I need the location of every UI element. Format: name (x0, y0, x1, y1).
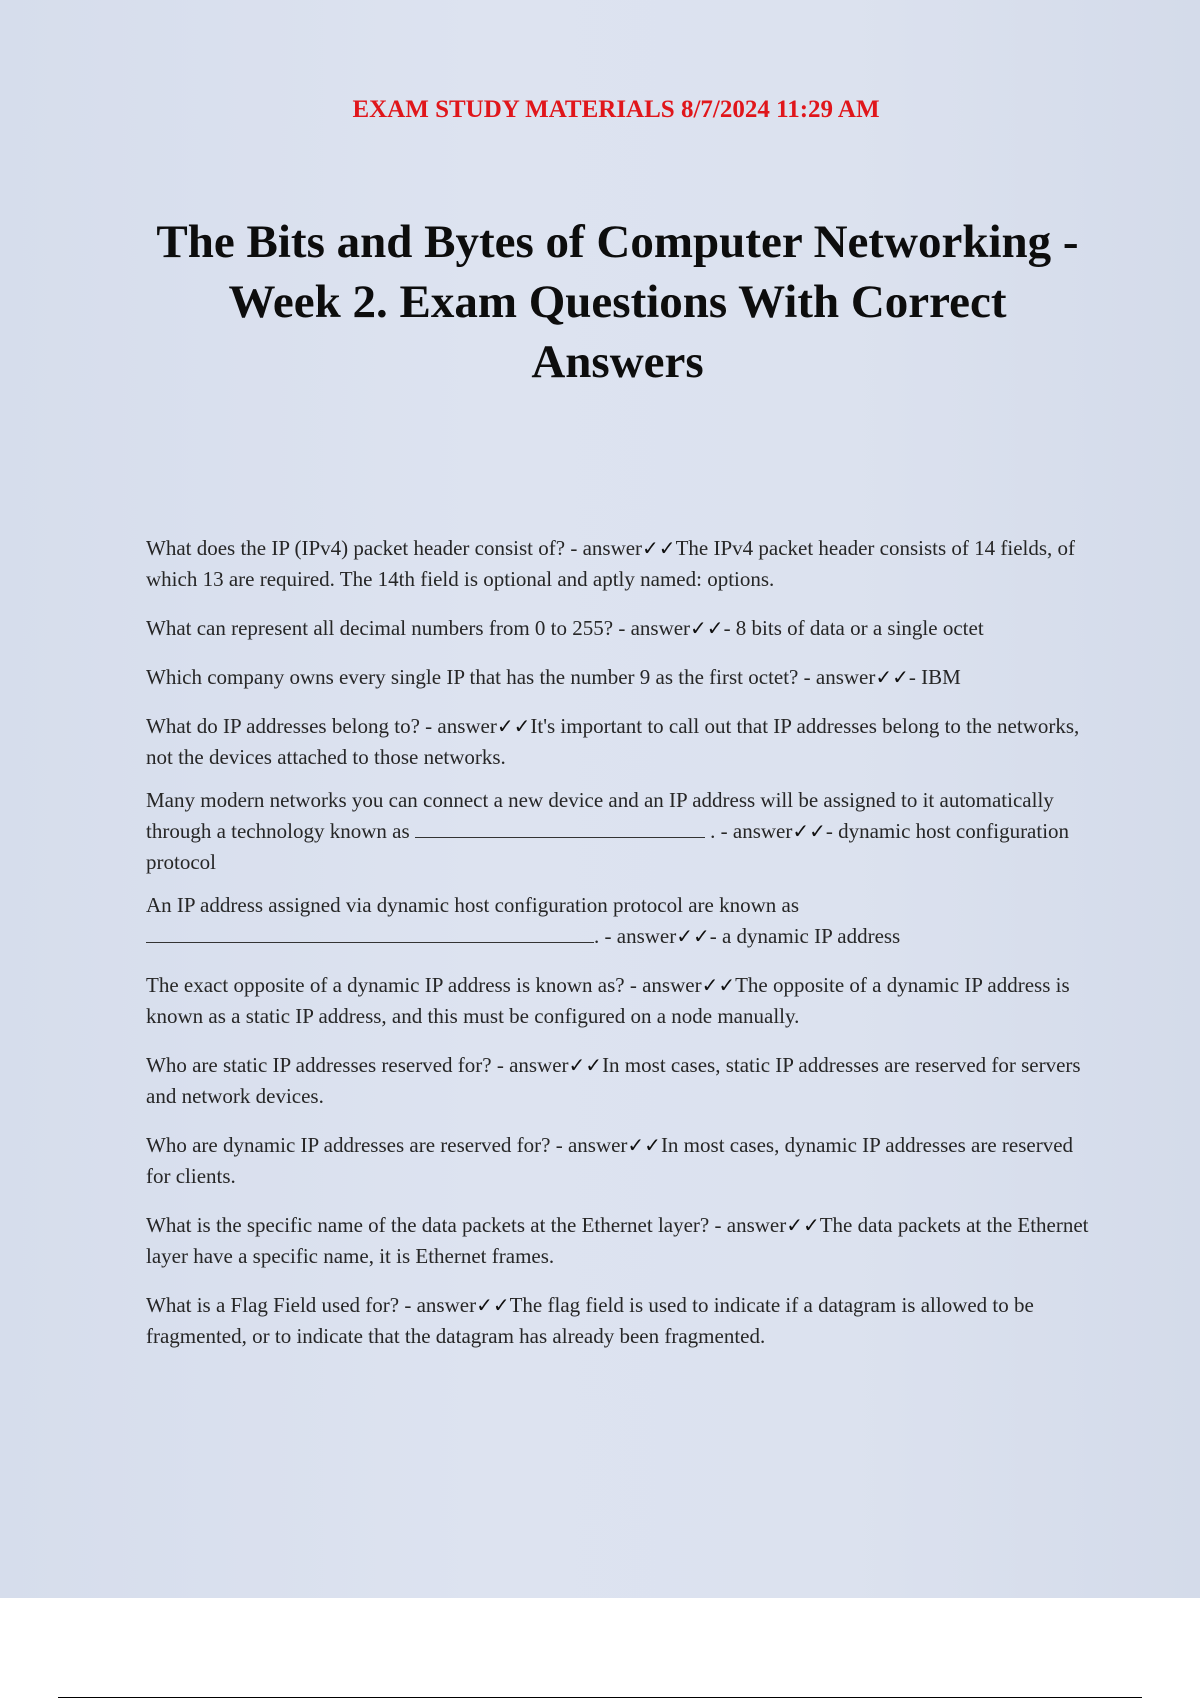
answer-marker: - answer✓✓ (629, 973, 736, 997)
qa-item (146, 1210, 1096, 1272)
answer-marker: - answer✓✓ (425, 714, 531, 738)
question-text: Many modern networks you can connect a new device and an IP address will be assigned to it automatically through a technology known as (146, 788, 1054, 843)
question-text: Who are static IP addresses reserved for? (146, 1053, 492, 1077)
question-text: What do IP addresses belong to? (146, 714, 420, 738)
answer-text: In most cases, dynamic IP addresses are reserved for clients. (146, 1133, 1074, 1188)
question-text: What is a Flag Field used for? (146, 1293, 400, 1317)
qa-item (146, 613, 1096, 644)
qa-item (146, 1290, 1096, 1352)
answer-marker: - answer✓✓ (404, 1293, 510, 1317)
answer-text: It's important to call out that IP addresses belong to the networks, not the devices attached to those networks. (146, 714, 1080, 769)
checkmark-icon: ✓✓ (676, 924, 710, 948)
answer-text: The opposite of a dynamic IP address is known as a static IP address, and this must be configured on a node manually. (146, 973, 1070, 1028)
checkmark-icon: ✓✓ (568, 1053, 603, 1077)
answer-marker: - answer✓✓ (803, 665, 909, 689)
checkmark-icon: ✓✓ (786, 1213, 820, 1237)
answer-text: The data packets at the Ethernet layer have a specific name, it is Ethernet frames. (146, 1213, 1089, 1268)
answer-marker: - answer✓✓ (618, 616, 724, 640)
question-text: An IP address assigned via dynamic host configuration protocol are known as (146, 893, 799, 917)
qa-list (146, 533, 1096, 1370)
question-text-end: . (710, 819, 716, 843)
question-text: Who are dynamic IP addresses are reserved for? (146, 1133, 551, 1157)
qa-item (146, 662, 1096, 693)
checkmark-icon: ✓✓ (792, 819, 826, 843)
exam-stamp-header: EXAM STUDY MATERIALS 8/7/2024 11:29 AM (352, 96, 880, 123)
answer-text: In most cases, static IP addresses are reserved for servers and network devices. (146, 1053, 1081, 1108)
fill-in-blank (146, 922, 594, 943)
checkmark-icon: ✓✓ (627, 1133, 661, 1157)
question-text: Which company owns every single IP that has the number 9 as the first octet? (146, 665, 799, 689)
qa-item (146, 890, 1096, 952)
answer-marker: - answer✓✓ (714, 1213, 820, 1237)
answer-marker: - answer✓✓ (604, 924, 710, 948)
checkmark-icon: ✓✓ (875, 665, 909, 689)
answer-marker: - answer✓✓ (570, 536, 676, 560)
answer-text: - 8 bits of data or a single octet (723, 616, 984, 640)
question-text: What does the IP (IPv4) packet header consist of? (146, 536, 566, 560)
answer-text: - IBM (908, 665, 961, 689)
question-text-end: . (594, 924, 600, 948)
footer-divider (58, 1697, 1142, 1698)
answer-text: - a dynamic IP address (709, 924, 901, 948)
checkmark-icon: ✓✓ (642, 536, 676, 560)
document-title: The Bits and Bytes of Computer Networking - Week 2. Exam Questions With Correct Answers (156, 216, 1079, 388)
checkmark-icon: ✓✓ (476, 1293, 510, 1317)
question-text: The exact opposite of a dynamic IP address is known as? (146, 973, 625, 997)
fill-in-blank (415, 817, 705, 838)
question-text: What is the specific name of the data packets at the Ethernet layer? (146, 1213, 710, 1237)
answer-marker: - answer✓✓ (720, 819, 826, 843)
answer-text: The flag field is used to indicate if a datagram is allowed to be fragmented, or to indicate that the datagram has already been fragmented. (146, 1293, 1034, 1348)
qa-item (146, 711, 1096, 773)
qa-item (146, 970, 1096, 1032)
checkmark-icon: ✓✓ (701, 973, 736, 997)
qa-item (146, 533, 1096, 595)
qa-item (146, 1050, 1096, 1112)
checkmark-icon: ✓✓ (496, 714, 531, 738)
checkmark-icon: ✓✓ (690, 616, 724, 640)
answer-text: - dynamic host configuration protocol (146, 819, 1070, 874)
qa-item (146, 785, 1096, 878)
answer-text: The IPv4 packet header consists of 14 fields, of which 13 are required. The 14th field is optional and aptly named: options. (146, 536, 1076, 591)
question-text: What can represent all decimal numbers from 0 to 255? (146, 616, 614, 640)
answer-marker: - answer✓✓ (496, 1053, 603, 1077)
qa-item (146, 1130, 1096, 1192)
answer-marker: - answer✓✓ (555, 1133, 661, 1157)
